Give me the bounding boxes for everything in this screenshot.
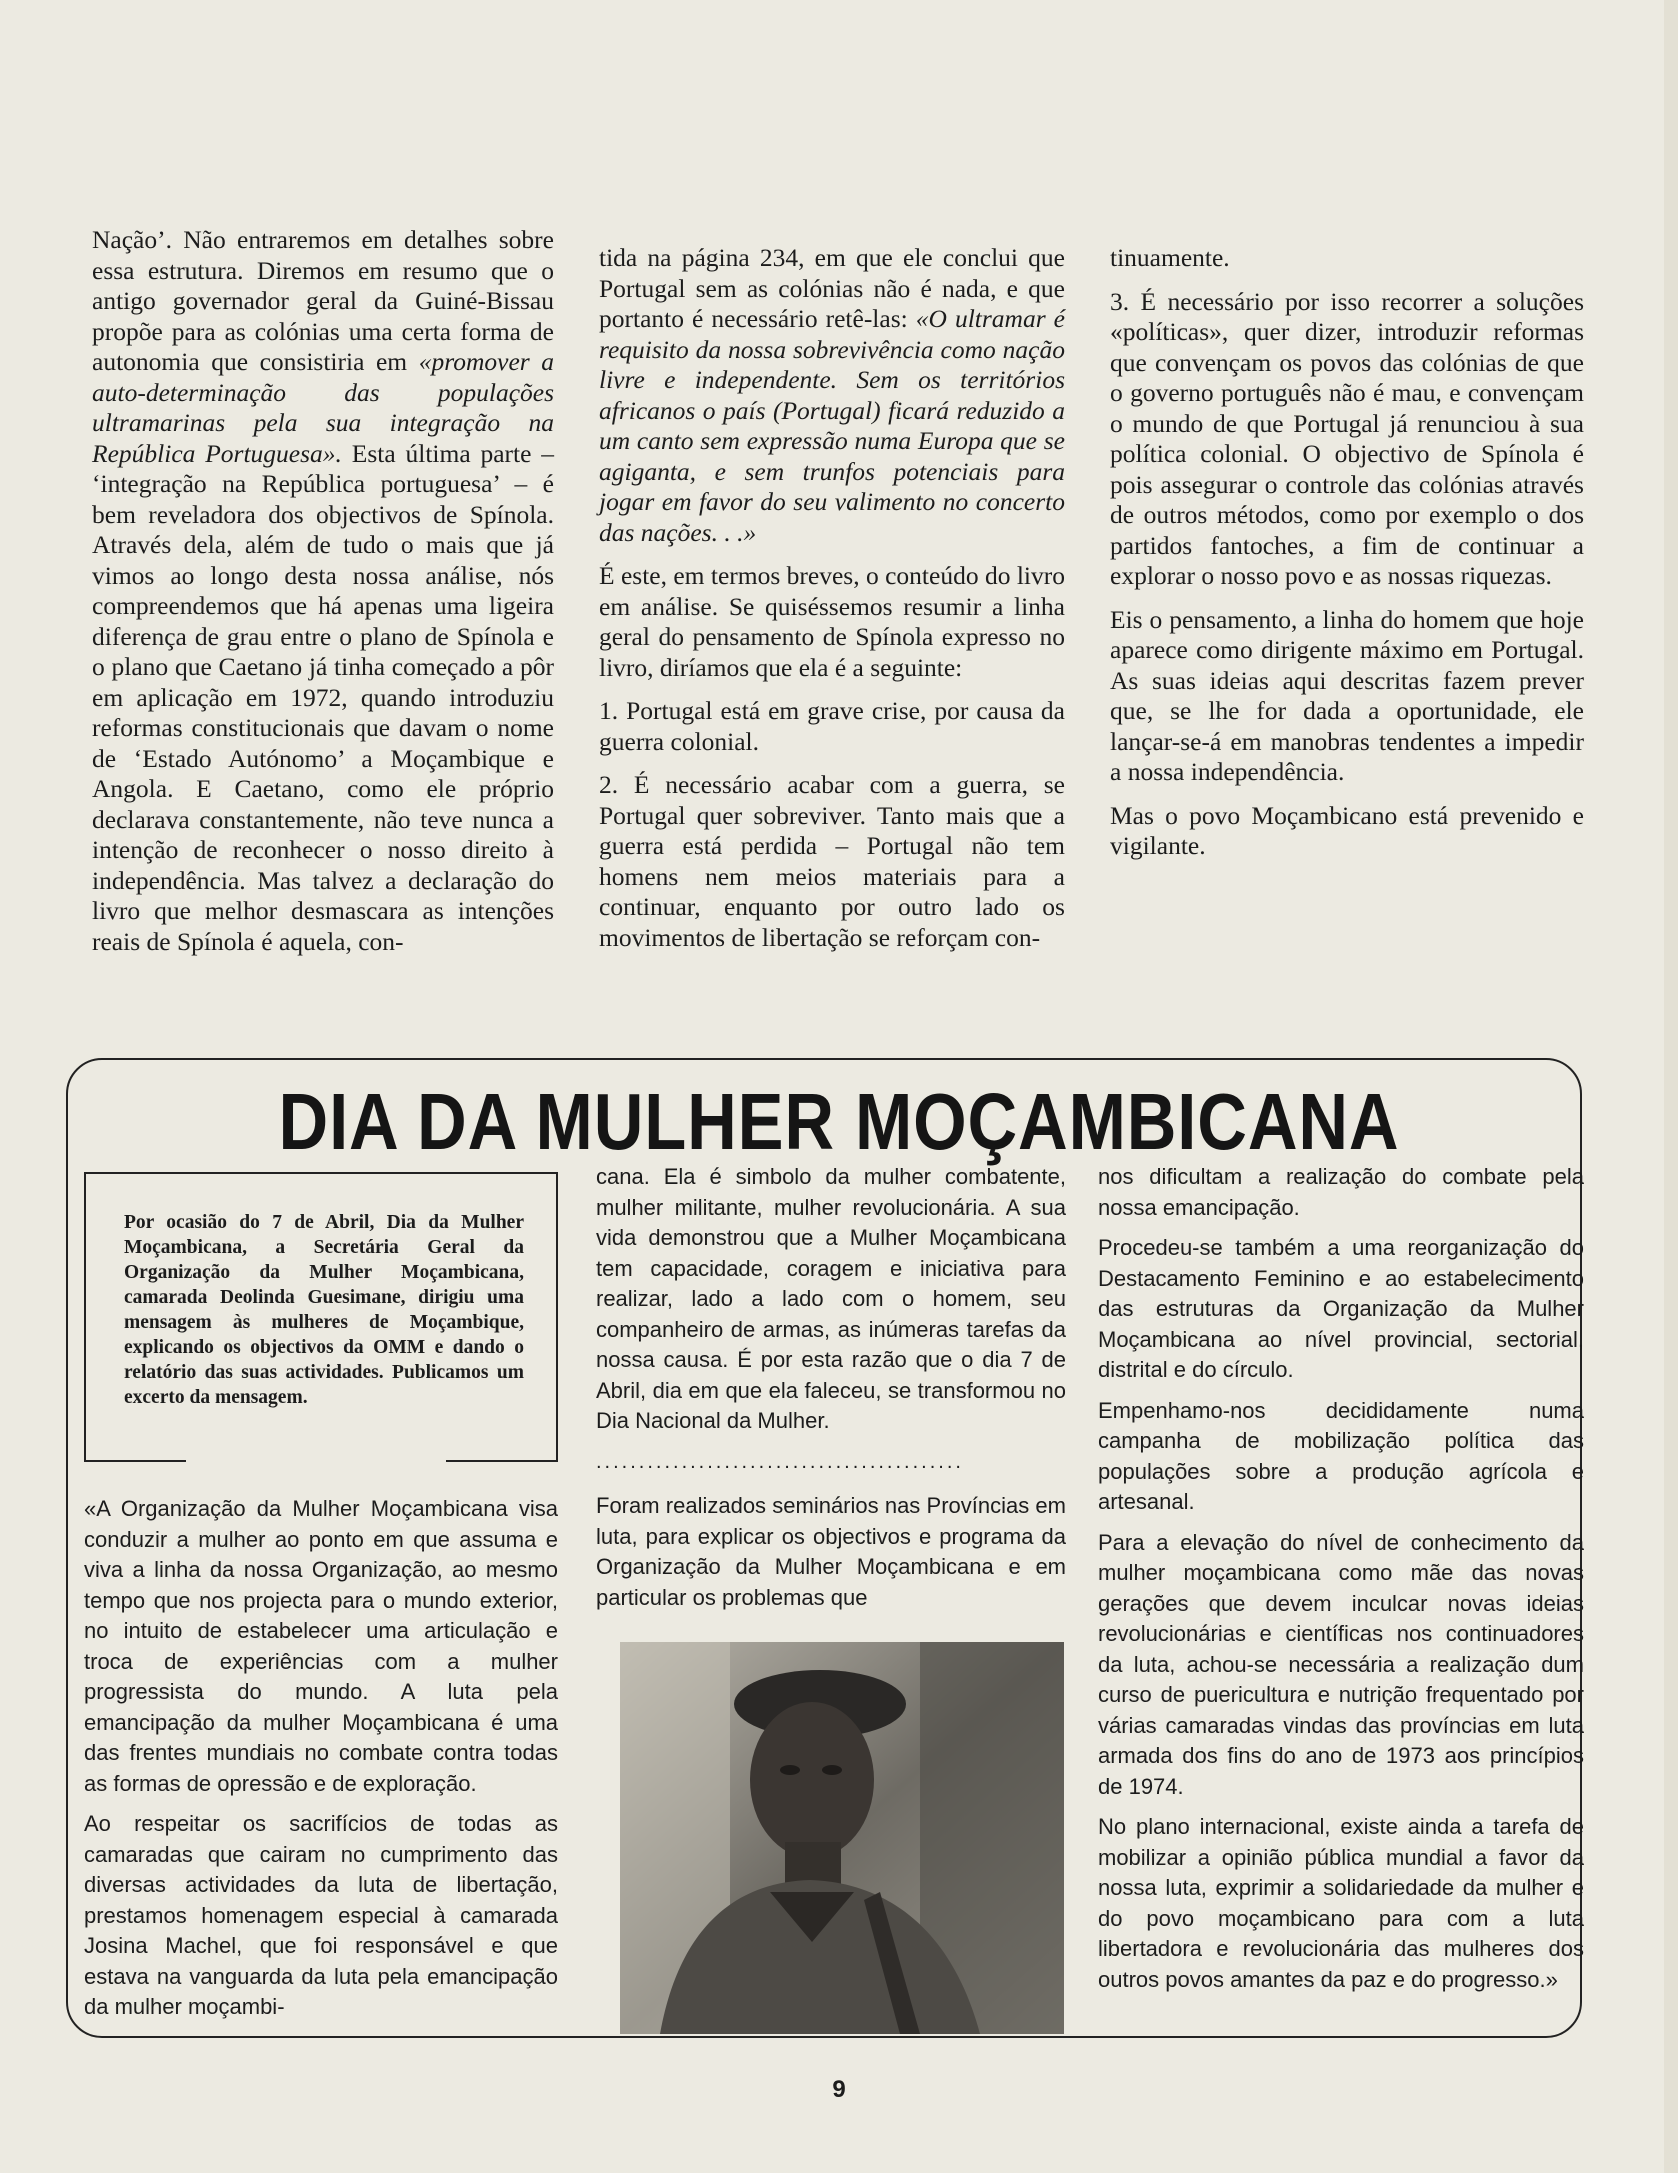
feature-paragraph: «A Organização da Mulher Moçambicana visa conduzir a mulher ao ponto em que assuma e viva a linha da nossa Organização, ao mesmo tempo que nos projecta para o mundo exterior, no intuito de estabelecer uma articulação e troca de experiências com a mulher progressista do mundo. A luta pela emancipação da mulher Moçambicana é uma das frentes mundiais no combate contra todas as formas de opressão e de exploração. bbox=[84, 1496, 558, 1796]
feature-paragraph: cana. Ela é simbolo da mulher combatente, mulher militante, mulher revolucionária. A sua vida demonstrou que a Mulher Moçambicana tem capacidade, coragem e iniciativa para realizar, lado a lado com o homem, seu companheiro de armas, as inúmeras tarefas da nossa causa. É por esta razão que o dia 7 de Abril, dia em que ela faleceu, se transformou no Dia Nacional da Mulher. bbox=[596, 1164, 1066, 1433]
portrait-photo bbox=[620, 1642, 1064, 2034]
article-column-2 bbox=[599, 243, 1065, 966]
feature-paragraph: No plano internacional, existe ainda a tarefa de mobilizar a opinião pública mundial a favor da nossa luta, exprimir a solidariedade da mulher e do povo moçambicano para com a luta libertadora e revolucionária das mulheres dos outros povos amantes da paz e do progresso.» bbox=[1098, 1814, 1584, 1992]
feature-headline: DIA DA MULHER MOÇAMBICANA bbox=[278, 1077, 1400, 1166]
portrait-image bbox=[620, 1642, 1064, 2034]
feature-paragraph: Foram realizados seminários nas Províncias em luta, para explicar os objectivos e programa da Organização da Mulher Moçambicana e em particular os problemas que bbox=[596, 1493, 1066, 1610]
article-point-2: 2. É necessário acabar com a guerra, se Portugal quer sobreviver. Tanto mais que a guerra está perdida – Portugal não tem homens nem meios materiais para a continuar, enquanto por outro lado os movimentos de libertação se reforçam con- bbox=[599, 770, 1065, 952]
article-paragraph: tida na página 234, em que ele conclui que Portugal sem as colónias não é nada, e que portanto é necessário retê-las: «O ultramar é requisito da nossa sobrevivência como nação livre e independente. Sem os territórios africanos o país (Portugal) ficará reduzido a um canto sem expressão numa Europa que se agiganta, e sem trunfos potenciais para jogar em favor do seu valimento no concerto das nações. . .» bbox=[599, 243, 1066, 547]
feature-intro: Por ocasião do 7 de Abril, Dia da Mulher Moçambicana, a Secretária Geral da Organização da Mulher Moçambicana, camarada Deolinda Guesimane, dirigiu uma mensagem às mulheres de Moçambique, explicando os objectivos da OMM e dando o relatório das suas actividades. Publicamos um excerto da mensagem. bbox=[124, 1212, 524, 1408]
feature-paragraph: Ao respeitar os sacrifícios de todas as camaradas que cairam no cumprimento das diversas actividades da luta de libertação, prestamos homenagem especial à camarada Josina Machel, que foi responsável e que estava na vanguarda da luta pela emancipação da mulher moçambi- bbox=[84, 1811, 558, 2019]
feature-paragraph: Empenhamo-nos decididamente numa campanha de mobilização política das populações sobre a produção agrícola e artesanal. bbox=[1098, 1397, 1584, 1514]
article-point-3: 3. É necessário por isso recorrer a soluções «políticas», quer dizer, introduzir reformas que convençam os povos das colónias de que o governo português não é mau, e convençam o mundo de que Portugal já renunciou à sua política colonial. O objectivo de Spínola é pois assegurar o controle das colónias através de outros métodos, como por exemplo o dos partidos fantoches, a fim de continuar a explorar o nosso povo e as nossas riquezas. bbox=[1110, 286, 1584, 590]
page-number: 9 bbox=[832, 2076, 846, 2103]
feature-column-1 bbox=[84, 1494, 558, 2033]
feature-paragraph: Procedeu-se também a uma reorganização do Destacamento Feminino e ao estabelecimento das estruturas da Organização da Mulher Moçambicana ao nível provincial, sectorial, distrital e do círculo. bbox=[1098, 1235, 1584, 1382]
article-point-1: 1. Portugal está em grave crise, por causa da guerra colonial. bbox=[599, 696, 1065, 756]
feature-paragraph: nos dificultam a realização do combate pela nossa emancipação. bbox=[1098, 1164, 1584, 1220]
article-paragraph: tinuamente. bbox=[1110, 243, 1230, 272]
article-paragraph: Eis o pensamento, a linha do homem que hoje aparece como dirigente máximo em Portugal. As suas ideias aqui descritas fazem prever que, se lhe for dada a oportunidade, ele lançar-se-á em manobras tendentes a impedir a nossa independência. bbox=[1110, 604, 1584, 786]
article-quote: «promover a auto-determinação das populações ultramarinas pela sua integração na República Portuguesa». bbox=[92, 347, 555, 468]
article-paragraph: Nação’. Não entraremos em detalhes sobre essa estrutura. Diremos em resumo que o antigo governador geral da Guiné-Bissau propõe para as colónias uma certa forma de autonomia que consistiria em «promover a auto-determinação das populações ultramarinas pela sua integração na República Portuguesa». Esta última parte – ‘integração na República portuguesa’ – é bem reveladora dos objectivos de Spínola. Através dela, além de tudo o mais que já vimos ao longo desta nossa análise, nós compreendemos que há apenas uma ligeira diferença de grau entre o plano de Spínola e o plano que Caetano já tinha começado a pôr em aplicação em 1972, quando introduziu reformas constitucionais que davam o nome de ‘Estado Autónomo’ a Moçambique e Angola. E Caetano, como ele próprio declarava constantemente, não teve nunca a intenção de reconhecer o nosso direito à independência. Mas talvez a declaração do livro que melhor desmascara as intenções reais de Spínola é aquela, con- bbox=[92, 225, 555, 956]
article-column-1 bbox=[92, 225, 554, 970]
feature-column-3 bbox=[1098, 1162, 1584, 2005]
article-quote: «O ultramar é requisito da nossa sobrevivência como nação livre e independente. Sem os territórios africanos o país (Portugal) ficará reduzido a um canto sem expressão numa Europa que se agiganta, e sem trunfos potenciais para jogar em favor do seu valimento no concerto das nações. . .» bbox=[599, 304, 1066, 547]
feature-paragraph: Para a elevação do nível de conhecimento da mulher moçambicana como mãe das novas gerações que devem inculcar novas ideias revolucionárias e científicas nos continuadores da luta, achou-se necessária a realização dum curso de puericultura e nutrição frequentado por várias camaradas vindas das províncias em luta armada dos fins do ano de 1973 aos princípios de 1974. bbox=[1098, 1529, 1584, 1799]
article-paragraph: É este, em termos breves, o conteúdo do livro em análise. Se quiséssemos resumir a linha geral do pensamento de Spínola expresso no livro, diríamos que ela é a seguinte: bbox=[599, 561, 1065, 682]
section-separator: ........................................... bbox=[596, 1450, 964, 1473]
feature-column-2 bbox=[596, 1162, 1066, 1623]
page-spine bbox=[1664, 0, 1678, 2173]
article-paragraph: Mas o povo Moçambicano está prevenido e vigilante. bbox=[1110, 800, 1584, 860]
article-column-3 bbox=[1110, 243, 1584, 875]
